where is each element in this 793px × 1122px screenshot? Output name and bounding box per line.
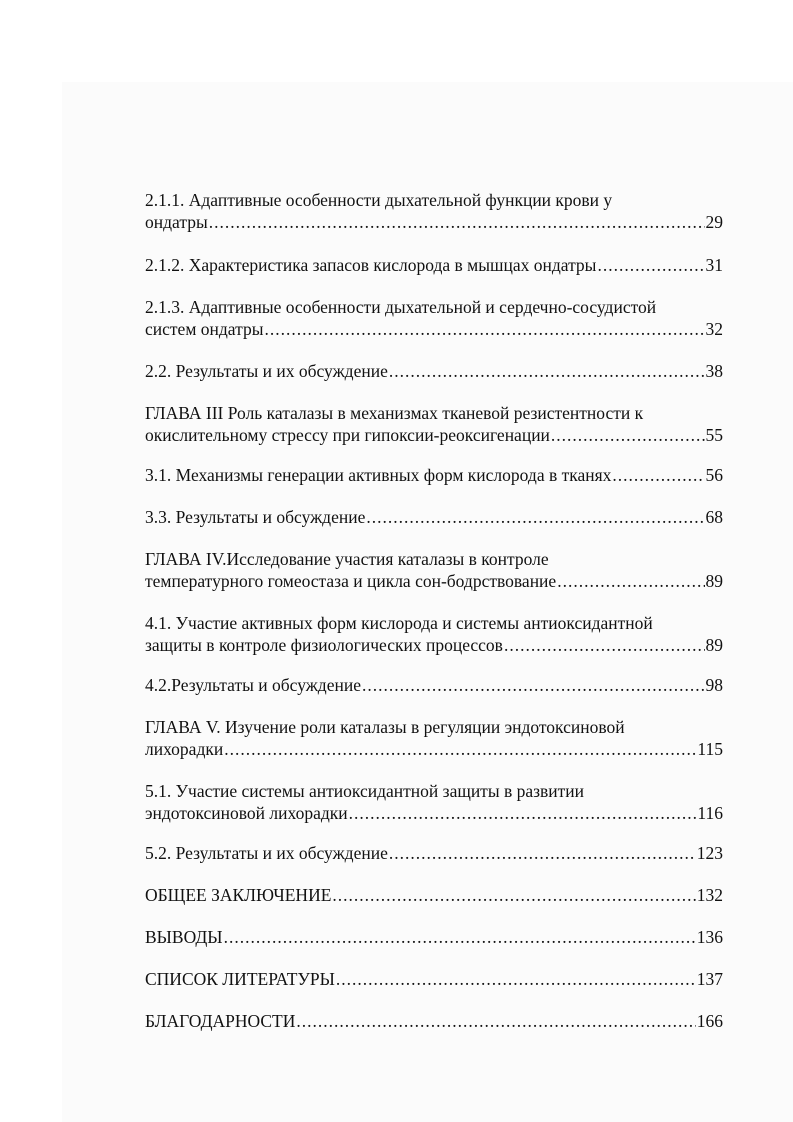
toc-entry-title: БЛАГОДАРНОСТИ [145, 1011, 296, 1031]
toc-page-number: 137 [696, 969, 723, 989]
toc-entry-title: 3.3. Результаты и обсуждение [145, 507, 366, 527]
toc-entry[interactable] [145, 402, 723, 446]
toc-page-number: 115 [697, 739, 723, 759]
document-page [62, 82, 793, 1122]
toc-page-number: 132 [696, 885, 723, 905]
toc-entry-title: 2.2. Результаты и их обсуждение [145, 361, 388, 381]
toc-entry[interactable] [145, 780, 723, 824]
toc-entry-title: эндотоксиновой лихорадки [145, 803, 348, 823]
dot-leader [597, 254, 704, 276]
toc-entry[interactable] [145, 548, 723, 592]
toc-entry[interactable] [145, 926, 723, 948]
toc-page-number: 56 [705, 465, 723, 485]
toc-entry-title-line: 4.1. Участие активных форм кислорода и системы антиоксидантной [145, 613, 653, 633]
toc-page-number: 116 [697, 803, 723, 823]
toc-entry-title-line: ГЛАВА IV.Исследование участия каталазы в контроле [145, 549, 549, 569]
toc-entry-title: ВЫВОДЫ [145, 927, 223, 947]
dot-leader [209, 211, 705, 233]
toc-page-number: 89 [705, 571, 723, 591]
toc-entry[interactable] [145, 189, 723, 233]
dot-leader [224, 738, 696, 760]
toc-page-number: 136 [696, 927, 723, 947]
toc-page-number: 68 [705, 507, 723, 527]
toc-page-number: 32 [705, 319, 723, 339]
toc-entry-title: 5.2. Результаты и их обсуждение [145, 843, 388, 863]
dot-leader [366, 506, 704, 528]
toc-entry[interactable] [145, 842, 723, 864]
dot-leader [389, 842, 696, 864]
toc-entry-title-line: ГЛАВА III Роль каталазы в механизмах тканевой резистентности к [145, 403, 644, 423]
dot-leader [551, 424, 705, 446]
toc-entry[interactable] [145, 360, 723, 382]
toc-entry-title-line: 5.1. Участие системы антиоксидантной защиты в развитии [145, 781, 585, 801]
toc-entry-title: СПИСОК ЛИТЕРАТУРЫ [145, 969, 335, 989]
toc-entry-title: окислительному стрессу при гипоксии-реоксигенации [145, 425, 550, 445]
dot-leader [557, 570, 704, 592]
toc-entry-title-line: 2.1.1. Адаптивные особенности дыхательной функции крови у [145, 190, 613, 210]
toc-entry-title-line: 2.1.3. Адаптивные особенности дыхательной и сердечно-сосудистой [145, 297, 657, 317]
toc-entry[interactable] [145, 296, 723, 340]
dot-leader [264, 318, 704, 340]
toc-entry-title: ондатры [145, 212, 208, 232]
toc-entry-title: защиты в контроле физиологических процессов [145, 635, 503, 655]
toc-entry[interactable] [145, 884, 723, 906]
toc-entry-title: 2.1.2. Характеристика запасов кислорода в мышцах ондатры [145, 255, 597, 275]
dot-leader [362, 674, 705, 696]
dot-leader [504, 634, 705, 656]
toc-entry[interactable] [145, 968, 723, 990]
toc-page-number: 31 [705, 255, 723, 275]
dot-leader [332, 884, 695, 906]
toc-entry-title: 4.2.Результаты и обсуждение [145, 675, 361, 695]
toc-entry[interactable] [145, 612, 723, 656]
toc-page-number: 166 [696, 1011, 723, 1031]
toc-entry[interactable] [145, 464, 723, 486]
dot-leader [612, 464, 704, 486]
toc-entry-title: систем ондатры [145, 319, 264, 339]
toc-entry[interactable] [145, 674, 723, 696]
toc-entry-title-line: ГЛАВА V. Изучение роли каталазы в регуляции эндотоксиновой [145, 717, 625, 737]
toc-page-number: 98 [705, 675, 723, 695]
dot-leader [389, 360, 705, 382]
toc-entry-title: ОБЩЕЕ ЗАКЛЮЧЕНИЕ [145, 885, 332, 905]
toc-page-number: 29 [705, 212, 723, 232]
toc-entry[interactable] [145, 506, 723, 528]
toc-entry-title: температурного гомеостаза и цикла сон-бодрствование [145, 571, 557, 591]
toc-page-number: 89 [705, 635, 723, 655]
dot-leader [224, 926, 696, 948]
dot-leader [296, 1010, 695, 1032]
toc-entry[interactable] [145, 716, 723, 760]
dot-leader [349, 802, 697, 824]
toc-entry-title: 3.1. Механизмы генерации активных форм кислорода в тканях [145, 465, 612, 485]
dot-leader [336, 968, 696, 990]
toc-page-number: 38 [705, 361, 723, 381]
toc-entry-title: лихорадки [145, 739, 224, 759]
toc-entry[interactable] [145, 1010, 723, 1032]
toc-page-number: 55 [705, 425, 723, 445]
toc-entry[interactable] [145, 254, 723, 276]
toc-page-number: 123 [696, 843, 723, 863]
